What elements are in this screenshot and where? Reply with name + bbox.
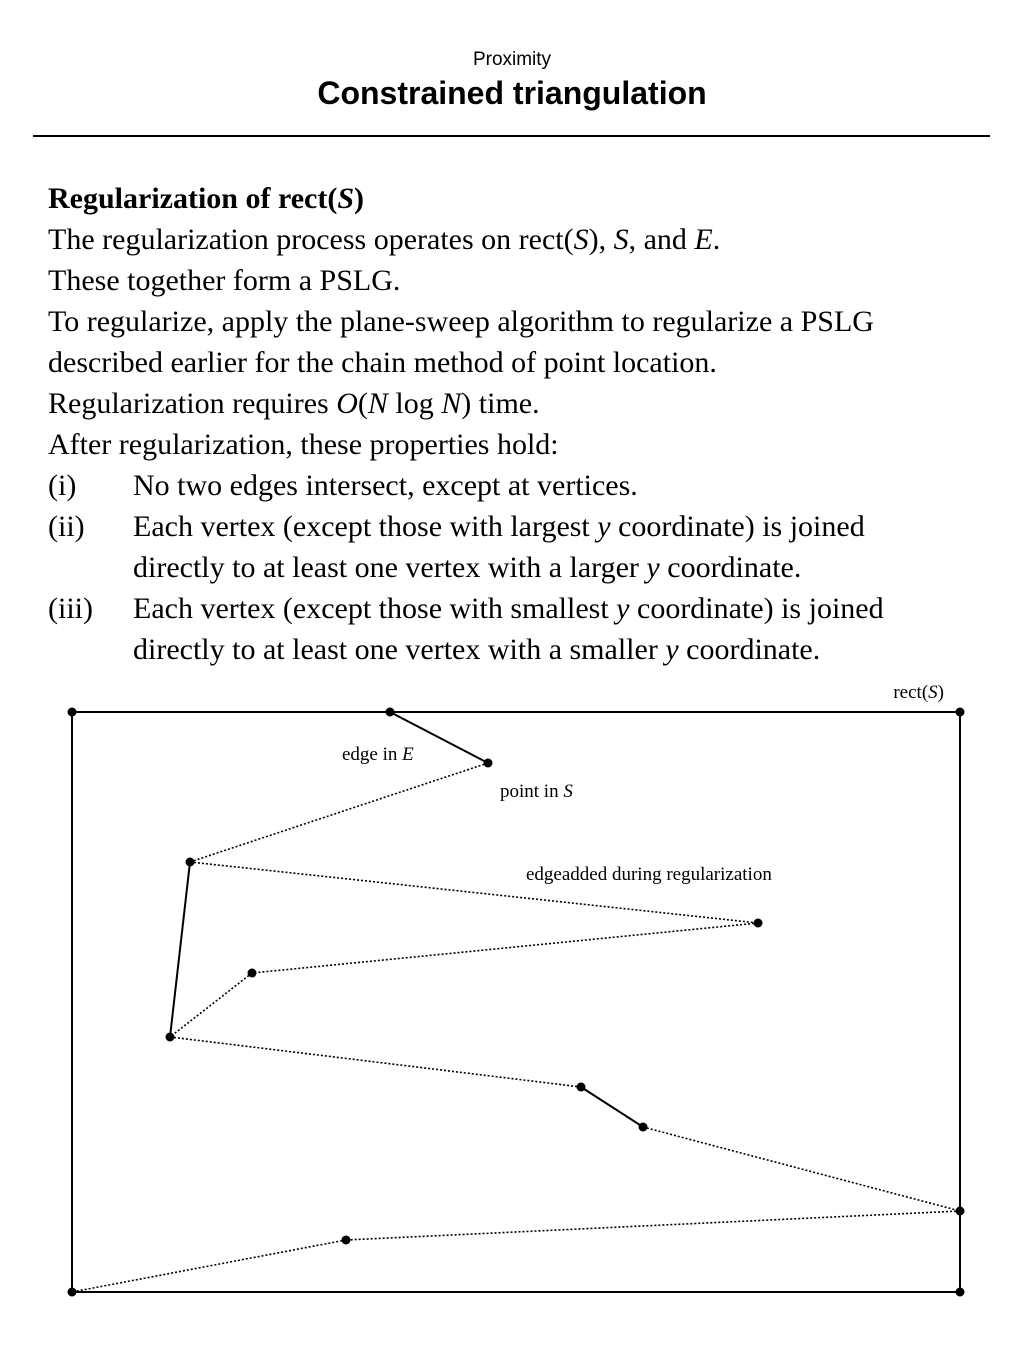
vertex-point [342, 1236, 351, 1245]
title-divider [33, 135, 990, 137]
property-item [48, 506, 998, 588]
edge-in-e [170, 862, 190, 1037]
property-line: No two edges intersect, except at vertices. [133, 469, 638, 502]
p4-a: Regularization requires [48, 387, 337, 420]
added-edges [72, 763, 960, 1292]
prop3-var-y1: y [616, 592, 630, 625]
vertex-point [754, 919, 763, 928]
prop3-l1b: coordinate) is joined [629, 592, 884, 625]
point-label: point in S [500, 781, 573, 802]
prop2-var-y2: y [646, 551, 660, 584]
property-line [133, 506, 865, 547]
paragraph-operates [48, 219, 998, 260]
vertex-point [484, 759, 493, 768]
prop3-var-y2: y [665, 633, 679, 666]
vertex-point [166, 1033, 175, 1042]
added-edge [170, 1037, 581, 1087]
vertex-point [248, 969, 257, 978]
heading-var: S [337, 182, 355, 215]
vertex-point [956, 1288, 965, 1297]
added-edge [72, 1240, 346, 1292]
added-edge [643, 1127, 960, 1211]
original-edges [170, 712, 643, 1127]
property-line [133, 629, 884, 670]
prop3-l1a: Each vertex (except those with smallest [133, 592, 617, 625]
paragraph-apply-line1: To regularize, apply the plane-sweep algorithm to regularize a PSLG [48, 305, 874, 338]
figure-svg [0, 670, 1024, 1310]
heading-suffix: ) [354, 182, 365, 215]
edge-label: edge in E [342, 744, 414, 765]
p1-var-s2: S [613, 223, 629, 256]
p1-var-s1: S [573, 223, 589, 256]
vertex-point [956, 708, 965, 717]
property-line [133, 588, 884, 629]
p4-var-o: O [336, 387, 358, 420]
vertex-point [68, 1288, 77, 1297]
p1-b: ), [588, 223, 614, 256]
property-number: (iii) [48, 592, 93, 625]
vertex-point [577, 1083, 586, 1092]
p4-c: log [387, 387, 442, 420]
added-edge [252, 923, 758, 973]
slide-kicker: Proximity [472, 49, 552, 70]
property-item [48, 465, 998, 506]
paragraph-apply-line2: described earlier for the chain method of point location. [48, 346, 717, 379]
vertex-point [956, 1207, 965, 1216]
slide-header [0, 48, 1024, 112]
prop2-l1b: coordinate) is joined [610, 510, 865, 543]
p4-var-n1: N [367, 387, 388, 420]
prop2-l1a: Each vertex (except those with largest [133, 510, 598, 543]
p1-a: The regularization process operates on rect( [48, 223, 574, 256]
added-edge [190, 763, 488, 862]
prop2-var-y1: y [597, 510, 611, 543]
property-line [133, 547, 865, 588]
added-edge [170, 973, 252, 1037]
section-heading [48, 178, 998, 219]
property-text [133, 506, 865, 588]
added-edge-label: edgeadded during regularization [526, 864, 772, 885]
edge-in-e [581, 1087, 643, 1127]
paragraph-pslg: These together form a PSLG. [48, 264, 401, 297]
vertex-point [639, 1123, 648, 1132]
property-item [48, 588, 998, 670]
p4-var-n2: N [441, 387, 462, 420]
added-edge [346, 1211, 960, 1240]
prop3-l2a: directly to at least one vertex with a smaller [133, 633, 666, 666]
p1-d: . [712, 223, 721, 256]
vertex-point [386, 708, 395, 717]
p1-c: , and [628, 223, 695, 256]
slide-body [48, 178, 998, 670]
slide-title: Constrained triangulation [317, 75, 707, 111]
property-text [133, 465, 638, 506]
prop2-l2b: coordinate. [659, 551, 802, 584]
vertex-point [68, 708, 77, 717]
paragraph-after: After regularization, these properties hold: [48, 428, 559, 461]
p1-var-e: E [694, 223, 713, 256]
heading-text: Regularization of rect( [48, 182, 338, 215]
regularization-figure [0, 670, 1024, 1310]
paragraph-time [48, 383, 998, 424]
prop2-l2a: directly to at least one vertex with a larger [133, 551, 647, 584]
prop3-l2b: coordinate. [678, 633, 821, 666]
property-text [133, 588, 884, 670]
p4-d: ) time. [461, 387, 540, 420]
property-number: (i) [48, 469, 77, 502]
vertex-point [186, 858, 195, 867]
property-number: (ii) [48, 510, 85, 543]
p4-b: ( [357, 387, 368, 420]
rect-label: rect(S) [893, 682, 944, 703]
